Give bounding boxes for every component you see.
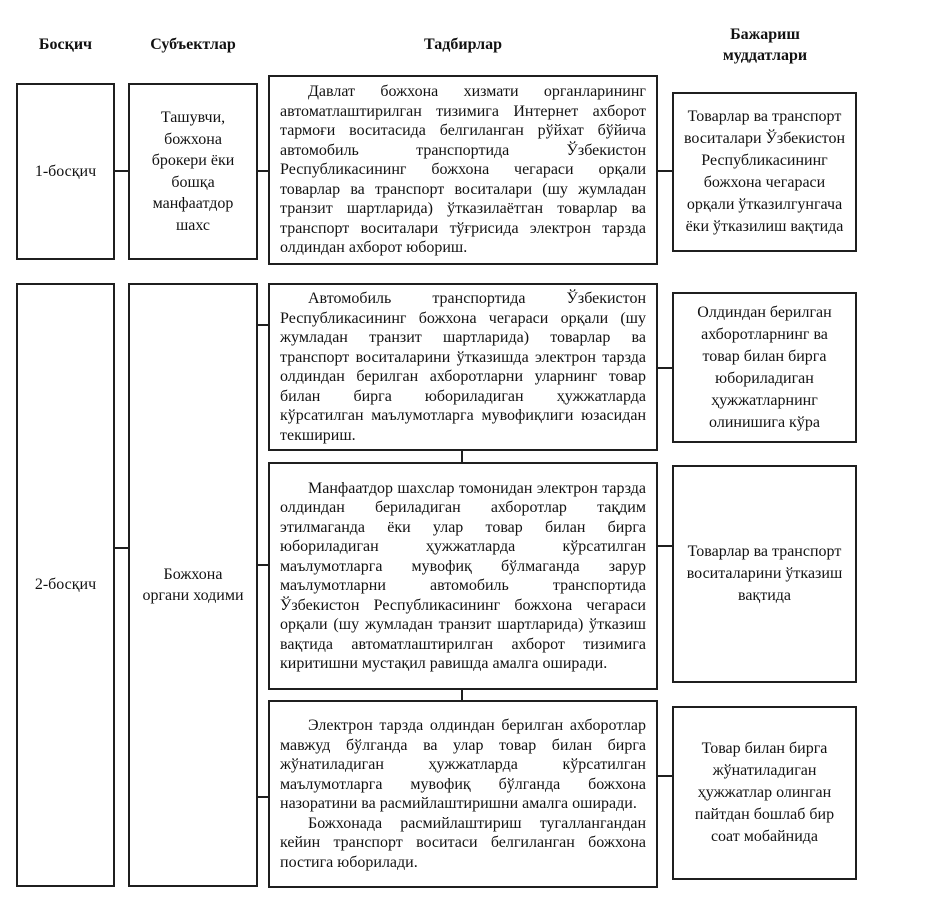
- column-header-deadlines: Бажариш муддатлари: [722, 26, 808, 64]
- connector-r2-measure3-deadline3: [658, 775, 672, 777]
- stage-2-deadline-3-box: [672, 706, 857, 880]
- stage-2-measure-2-text: Манфаатдор шахслар томонидан электрон тарзда олдиндан бериладиган ахборотлар тақдим этилмаганда ёки улар товар билан бирга юбориладиган ҳужжатларда кўрсатилган маълумотларга мувофиқ бўлмаганда зарур маълумотларни автомобиль транспортида Ўзбекистон Республикасининг божхона чегараси орқали (шу жумладан транзит шартларида) ўтказиш вақтида автоматлаштирилган ахборот тизимига киритишни мустақил равишда амалга оширади.: [280, 479, 646, 672]
- stage-1-subject-text: Ташувчи, божхона брокери ёки бошқа манфаатдор шахс: [151, 109, 235, 234]
- connector-r2-measure1-measure2: [461, 451, 463, 462]
- stage-2-measure-1-text: Автомобиль транспортида Ўзбекистон Республикасининг божхона чегараси орқали (шу жумладан транзит шартларида) товарлар ва транспорт воситаларини ўтказишда электрон тарзда олдиндан берилган ахборотларни уларнинг товар билан бирга юбориладиган ҳужжатларда кўрсатилган маълумотларга мувофиқлиги юзасидан текшириш.: [280, 290, 646, 444]
- column-header-subjects: Субъектлар: [150, 36, 236, 53]
- connector-r2-measure2-deadline2: [658, 545, 672, 547]
- stage-2-deadline-2-text: Товарлар ва транспорт воситаларини ўтказиш вақтида: [686, 543, 843, 604]
- stage-2-measure-3-paragraph-1: Электрон тарзда олдиндан берилган ахборотлар мавжуд бўлганда ва улар товар билан бирга жўнатиладиган ҳужжатларда кўрсатилган маълумотларга мувофиқ бўлганда божхона назоратини ва расмийлаштиришни амалга оширади.: [280, 717, 646, 812]
- stage-1-subject-box: [128, 83, 258, 260]
- stage-1-deadline-box: [672, 92, 857, 252]
- connector-r1-subject-measure: [258, 170, 268, 172]
- connector-r2-measure1-deadline1: [658, 367, 672, 369]
- connector-r2-subject-measure2: [258, 564, 268, 566]
- stage-1-measure-text: Давлат божхона хизмати органларининг автоматлаштирилган тизимига Интернет ахборот тармоғи воситасида белгиланган рўйхат бўйича автомобиль транспортида Ўзбекистон Республикасининг божхона чегараси орқали товарлар ва транспорт воситалари (шу жумладан транзит шартларида) ўтказилаётган товарлар ва транспорт воситалари тўғрисида электрон тарзда олдиндан ахборот юбориш.: [280, 83, 646, 257]
- stage-2-measure-1-box: [268, 283, 658, 451]
- stage-2-deadline-3-text: Товар билан бирга жўнатиладиган ҳужжатлар олинган пайтдан бошлаб бир соат мобайнида: [694, 740, 835, 845]
- connector-r2-subject-measure3: [258, 796, 268, 798]
- stage-2-measure-3-paragraph-2: Божхонада расмийлаштириш тугаллангандан кейин транспорт воситаси белгиланган божхона постига юборилади.: [280, 814, 646, 871]
- stage-2-measure-3-box: [268, 700, 658, 888]
- connector-r2-measure2-measure3: [461, 690, 463, 700]
- stage-2-label: 2-босқич: [34, 576, 97, 594]
- stage-2-deadline-1-text: Олдиндан берилган ахборотларнинг ва товар билан бирга юбориладиган ҳужжатларнинг олинишига кўра: [697, 303, 832, 431]
- column-header-measures: Тадбирлар: [424, 36, 502, 53]
- stage-2-measure-2-box: [268, 462, 658, 690]
- stage-1-box: [16, 83, 115, 260]
- stage-2-box: [16, 283, 115, 887]
- stage-2-deadline-2-box: [672, 465, 857, 683]
- column-header-stage: Босқич: [38, 36, 93, 53]
- stage-2-subject-box: [128, 283, 258, 887]
- connector-r2-stage-subject: [115, 547, 128, 549]
- stage-1-label: 1-босқич: [34, 162, 97, 180]
- stage-1-measure-box: [268, 75, 658, 265]
- stage-2-subject-text: Божхона органи ходими: [142, 565, 244, 604]
- connector-r1-measure-deadline: [658, 170, 672, 172]
- stage-1-deadline-text: Товарлар ва транспорт воситалари Ўзбекистон Республикасининг божхона чегараси орқали ўтказилгунгача ёки ўтказилиш вақтида: [683, 108, 846, 235]
- stage-2-deadline-1-box: [672, 292, 857, 443]
- connector-r1-stage-subject: [115, 170, 128, 172]
- connector-r2-subject-measure1: [258, 324, 268, 326]
